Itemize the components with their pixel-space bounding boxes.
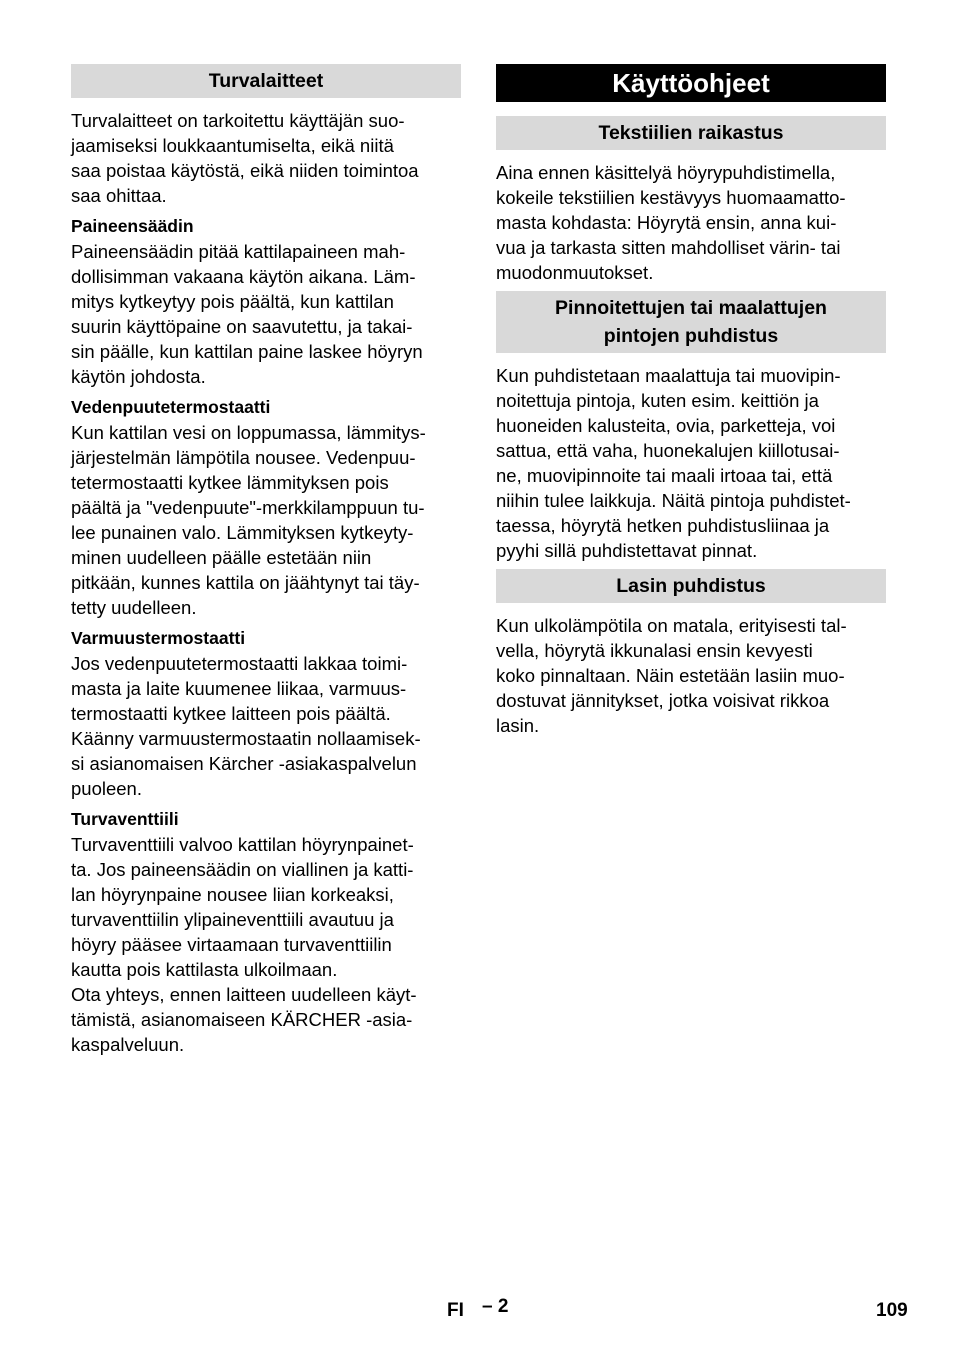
textile-refresh-text: Aina ennen käsittelyä höyrypuhdistimella, kokeile tekstiilien kestävyys huomaamatto- masta kohdasta: Höyrytä ensin, anna kui- vua ja tarkasta sitten mahdolliset värin- tai muodonmuutokset. [496, 162, 846, 283]
heading-coated-surfaces: Pinnoitettujen tai maalattujen pintojen puhdistus [496, 291, 886, 353]
glass-cleaning-text: Kun ulkolämpötila on matala, erityisesti tal- vella, höyrytä ikkunalasi ensin kevyesti koko pinnaltaan. Näin estetään lasiin muo- dostuvat jännitykset, jotka voisivat rikkoa lasin. [496, 615, 847, 736]
heading-textile-refresh: Tekstiilien raikastus [496, 116, 886, 150]
right-column [496, 64, 886, 738]
subheading-safety-thermostat: Varmuustermostaatti [71, 628, 246, 648]
safety-devices-intro: Turvalaitteet on tarkoitettu käyttäjän suo- jaamiseksi loukkaantumiselta, eikä niitä saa poistaa käytöstä, eikä niiden toimintoa saa ohittaa. [71, 110, 419, 206]
subheading-pressure-regulator: Paineensäädin [71, 216, 194, 236]
water-shortage-thermostat-text: Kun kattilan vesi on loppumassa, lämmitys- järjestelmän lämpötila nousee. Vedenpuu- tetermostaatti kytkee lämmityksen pois päältä ja "vedenpuute"-merkkilamppuun tu- lee punainen valo. Lämmityksen kytkeyty- minen uudelleen päälle estetään niin pitkään, kunnes kattila on jäähtynyt tai täy- tetty uudelleen. [71, 422, 426, 618]
coated-surfaces-text: Kun puhdistetaan maalattuja tai muovipin- noitettuja pintoja, kuten esim. keittiön ja huoneiden kalusteita, ovia, parketteja, voi sattua, että vaha, huonekalujen kiillotusai- ne, muovipinnoite tai maali irtoaa tai, että niihin tulee laikkuja. Näitä pintoja puhdistet- taessa, höyrytä hetken puhdistusliinaa ja pyyhi sillä puhdistettavat pinnat. [496, 365, 851, 561]
safety-valve-text: Turvaventtiili valvoo kattilan höyrynpainet- ta. Jos paineensäädin on viallinen ja katti- lan höyrynpaine nousee liian korkeaksi, turvaventtiilin ylipaineventtiili avautuu ja höyry pääsee virtaamaan turvaventtiilin kautta pois kattilasta ulkoilmaan. Ota yhteys, ennen laitteen uudelleen käyt- tämistä, asianomaiseen KÄRCHER -asia- kaspalveluun. [71, 834, 417, 1055]
footer-page-number: 109 [876, 1300, 908, 1321]
footer-section-number: – 2 [482, 1296, 509, 1317]
safety-thermostat-text: Jos vedenpuutetermostaatti lakkaa toimi- masta ja laite kuumenee liikaa, varmuus- termostaatti kytkee laitteen pois päältä. Käänny varmuustermostaatin nollaamisek- si asianomaisen Kärcher -asiakaspalvelun puoleen. [71, 653, 421, 799]
subheading-safety-valve: Turvaventtiili [71, 809, 179, 829]
heading-operating-instructions: Käyttöohjeet [496, 64, 886, 102]
heading-safety-devices: Turvalaitteet [71, 64, 461, 98]
pressure-regulator-text: Paineensäädin pitää kattilapaineen mah- dollisimman vakaana käytön aikana. Läm- mitys kytkeytyy pois päältä, kun kattilan suurin käyttöpaine on saavutettu, ja takai- sin päälle, kun kattilan paine laskee höyryn käytön johdosta. [71, 241, 423, 387]
footer-language: FI [447, 1300, 464, 1321]
subheading-water-shortage-thermostat: Vedenpuutetermostaatti [71, 397, 271, 417]
page-footer [0, 1294, 954, 1334]
left-column [71, 64, 461, 1057]
heading-glass-cleaning: Lasin puhdistus [496, 569, 886, 603]
